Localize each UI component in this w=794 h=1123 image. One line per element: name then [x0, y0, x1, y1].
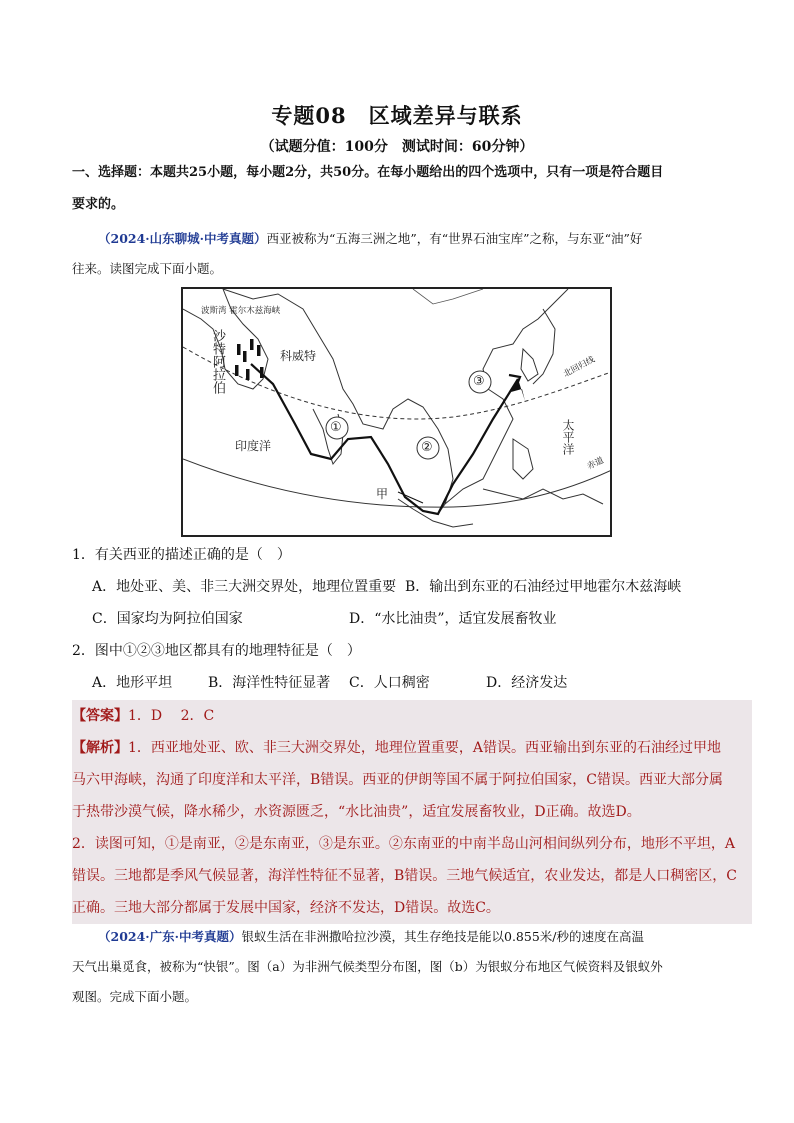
question-intro-2 [72, 922, 752, 1012]
korea-outline [521, 349, 538, 381]
analysis-line-3: 于热带沙漠气候，降水稀少，水资源匮乏，“水比油贵”，适宜发展畜牧业，D正确。故选D。 [72, 804, 641, 820]
indian-ocean-label: 印度洋 [235, 439, 272, 453]
map-drawing [183, 289, 612, 537]
q2-option-c: C．人口稠密 [349, 675, 430, 691]
analysis-label: 【解析】 [72, 740, 128, 756]
q1-option-c: C．国家均为阿拉伯国家 [92, 611, 243, 627]
analysis-line-4: 2．读图可知，①是南亚，②是东南亚，③是东亚。②东南亚的中南半岛山河相间纵列分布，地形不平坦，A [72, 836, 736, 852]
answer-text: 1．D 2．C [128, 708, 215, 724]
marker-label-1: ① [330, 420, 342, 435]
analysis-text-1: 1．西亚地处亚、欧、非三大洲交界处，地理位置重要，A错误。西亚输出到东亚的石油经过甲地 [128, 740, 722, 756]
intro2-line1: 银蚁生活在非洲撒哈拉沙漠，其生存绝技是能以0.855米/秒的速度在高温 [241, 929, 644, 944]
analysis-line-2: 马六甲海峡，沟通了印度洋和太平洋，B错误。西亚的伊朗等国不属于阿拉伯国家，C错误。西亚大部分属 [72, 772, 723, 788]
saudi-label: 沙特阿拉伯 [210, 329, 225, 394]
title-topic-name: 区域差异与联系 [368, 103, 523, 128]
jia-label: 甲 [376, 487, 389, 501]
analysis-line-6: 正确。三地大部分都属于发展中国家，经济不发达，D错误。故选C。 [72, 900, 500, 916]
intro1-line2: 往来。读图完成下面小题。 [72, 261, 223, 276]
answer-block [72, 700, 752, 924]
title-topic-number: 专题08 [271, 103, 347, 128]
equator-label: 赤道 [585, 455, 606, 472]
q1-option-b: B．输出到东亚的石油经过甲地霍尔木兹海峡 [405, 579, 682, 595]
page-title [0, 100, 794, 130]
question-2-stem: 2．图中①②③地区都具有的地理特征是（ ） [72, 643, 361, 659]
page-subtitle: （试题分值：100分 测试时间：60分钟） [260, 139, 534, 155]
q1-option-a: A．地处亚、美、非三大洲交界处，地理位置重要 [92, 579, 397, 595]
source-tag-2: （2024·广东·中考真题） [98, 929, 242, 944]
oil-markers [235, 339, 264, 380]
inland-border [413, 289, 483, 304]
tropic-label: 北回归线 [561, 354, 597, 380]
pacific-label: 太平洋 [561, 419, 575, 455]
islands-coast [483, 489, 603, 504]
analysis-line-5: 错误。三地都是季风气候显著，海洋性特征不显著，B错误。三地气候适宜，农业发达，都是人口稠密区，C [72, 868, 737, 884]
marker-label-3: ③ [473, 374, 485, 389]
section-heading-line1: 一、选择题：本题共25小题，每小题2分，共50分。在每小题给出的四个选项中，只有一项是符合题目 [72, 165, 664, 180]
gulf-strait-label: 波斯湾 霍尔木兹海峡 [201, 306, 281, 316]
question-intro-1 [72, 224, 752, 284]
section-heading [72, 157, 752, 221]
marker-label-2: ② [421, 440, 433, 455]
q2-option-d: D．经济发达 [486, 675, 568, 691]
answer-line [72, 700, 752, 732]
question-1-stem: 1．有关西亚的描述正确的是（ ） [72, 547, 291, 563]
intro2-line3: 观图。完成下面小题。 [72, 989, 198, 1004]
q2-option-b: B．海洋性特征显著 [208, 675, 331, 691]
philippines-outline [513, 439, 533, 479]
south-asia-coast [223, 289, 453, 514]
analysis-line-1 [72, 732, 752, 764]
intro2-line2: 天气出巢觅食，被称为“快银”。图（a）为非洲气候类型分布图，图（b）为银蚁分布地区气候资料及银蚁外 [72, 959, 663, 974]
q1-option-d: D．“水比油贵”，适宜发展畜牧业 [349, 611, 557, 627]
section-heading-line2: 要求的。 [72, 197, 125, 212]
intro1-line1: 西亚被称为“五海三洲之地”，有“世界石油宝库”之称，与东亚“油”好 [266, 231, 643, 246]
answer-label: 【答案】 [72, 708, 128, 724]
source-tag-1: （2024·山东聊城·中考真题） [98, 231, 267, 246]
q2-option-a: A．地形平坦 [92, 675, 173, 691]
tropic-line [183, 347, 612, 419]
map-figure [181, 287, 612, 537]
kuwait-label: 科威特 [280, 349, 317, 363]
